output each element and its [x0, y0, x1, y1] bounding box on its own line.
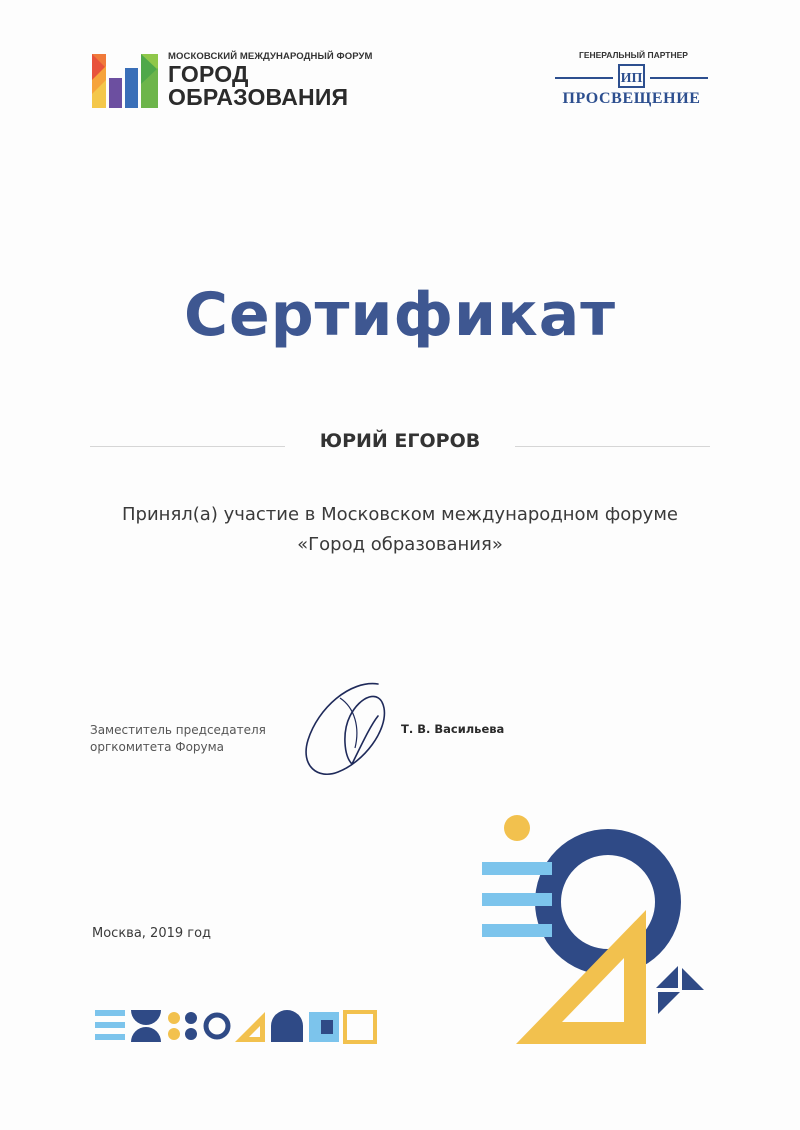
geometric-decoration-icon [478, 812, 718, 1052]
place-date: Москва, 2019 год [92, 926, 212, 941]
recipient-name: ЮРИЙ ЕГОРОВ [319, 430, 481, 452]
prosveshchenie-mark-icon [555, 63, 708, 89]
certificate-title: Сертификат [183, 280, 617, 350]
participation-text [0, 500, 800, 560]
forum-logo [92, 50, 372, 112]
participation-line1: Принял(а) участие в Московском международном форуме [122, 504, 678, 525]
partner-mark-text: ИП [620, 71, 643, 86]
forum-subtitle: МОСКОВСКИЙ МЕЖДУНАРОДНЫЙ ФОРУМ [168, 51, 373, 62]
participation-line2: «Город образования» [297, 534, 503, 555]
signature-icon [300, 678, 400, 783]
partner-label: ГЕНЕРАЛЬНЫЙ ПАРТНЕР [579, 50, 688, 60]
signer-role-line1: Заместитель председателя [90, 723, 266, 737]
forum-logo-mark-icon [92, 50, 158, 108]
signer-role [90, 722, 266, 756]
signer-role-line2: оргкомитета Форума [90, 740, 225, 754]
signer-name: Т. В. Васильева [401, 722, 505, 736]
partner-logo [555, 50, 715, 114]
shape-strip-icon [95, 1008, 385, 1044]
partner-name: ПРОСВЕЩЕНИЕ [562, 90, 701, 107]
forum-name-line2: ОБРАЗОВАНИЯ [168, 84, 349, 110]
forum-name [168, 63, 348, 109]
forum-name-line1: ГОРОД [168, 61, 249, 87]
